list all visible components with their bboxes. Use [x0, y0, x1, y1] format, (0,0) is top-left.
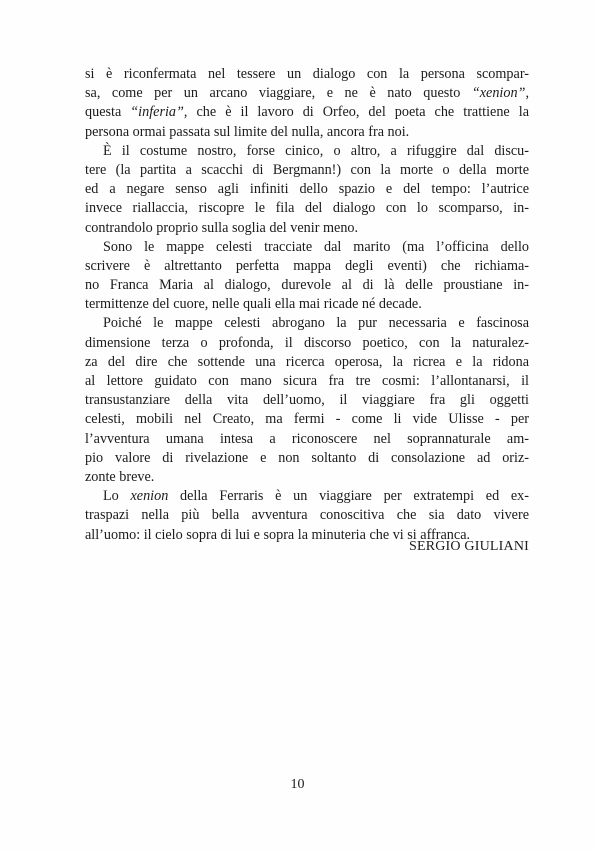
text-segment: questa [85, 104, 131, 121]
text-line [85, 84, 529, 103]
text-segment: traspazi nella più bella avventura conoscitiva che sia dato vivere [85, 507, 529, 524]
text-segment: della Ferraris è un viaggiare per extratempi ed ex- [168, 488, 529, 505]
text-line [85, 314, 529, 333]
text-line [85, 180, 529, 199]
text-line [85, 353, 529, 372]
text-segment: Sono le mappe celesti tracciate dal marito (ma l’officina dello [103, 238, 529, 255]
text-line [85, 430, 529, 449]
text-segment: al lettore guidato con mano sicura fra tre cosmi: l’allontanarsi, il [85, 373, 529, 389]
page-number: 10 [290, 777, 305, 792]
text-line [85, 199, 529, 218]
text-line [85, 161, 529, 180]
text-segment: transustanziare della vita dell’uomo, il viaggiare fra gli oggetti [85, 392, 529, 409]
text-segment: Lo [103, 488, 131, 505]
text-line [85, 372, 529, 391]
text-line [85, 103, 529, 122]
text-line [85, 410, 529, 429]
text-segment: sa, come per un arcano viaggiare, e ne è nato questo [85, 85, 472, 102]
italic-text: xenion [130, 488, 169, 505]
text-segment: Poiché le mappe celesti abrogano la pur necessaria e fascinosa [103, 315, 529, 332]
text-segment: termittenze del cuore, nelle quali ella mai ricade né decade. [85, 296, 422, 313]
text-segment: za del dire che sottende una ricerca operosa, la ricrea e la ridona [85, 353, 529, 370]
text-line [85, 123, 529, 142]
text-segment: all’uomo: il cielo sopra di lui e sopra la minuteria che vi si affranca. [85, 526, 471, 543]
text-line [85, 334, 529, 353]
text-segment: zonte breve. [85, 468, 155, 485]
text-segment: persona ormai passata sul limite del nulla, ancora fra noi. [85, 123, 410, 140]
text-line [85, 65, 529, 84]
text-segment: , [525, 85, 529, 102]
paragraph [85, 142, 529, 238]
text-line [85, 238, 529, 257]
text-segment: contrandolo proprio sulla soglia del venir meno. [85, 219, 359, 236]
text-line [85, 219, 529, 238]
body-text [85, 65, 529, 545]
text-segment: pio valore di rivelazione e non soltanto di consolazione ad oriz- [85, 449, 529, 466]
text-segment: , che è il lavoro di Orfeo, del poeta che trattiene la [183, 104, 529, 121]
paragraph [85, 65, 529, 142]
text-line [85, 295, 529, 314]
text-line [85, 142, 529, 161]
text-line [85, 391, 529, 410]
paragraph [85, 314, 529, 487]
text-segment: scrivere è altrettanto perfetta mappa degli eventi) che richiama- [85, 257, 529, 274]
text-segment: È il costume nostro, forse cinico, o altro, a rifuggire dal discu- [103, 142, 529, 159]
italic-text: “inferia” [130, 104, 184, 121]
text-segment: invece riallaccia, riscopre le fila del dialogo con lo scomparso, in- [85, 200, 529, 217]
text-line [85, 257, 529, 276]
paragraph [85, 487, 529, 545]
text-line [85, 506, 529, 525]
text-segment: celesti, mobili nel Creato, ma fermi - come li vide Ulisse - per [85, 411, 529, 428]
text-segment: dimensione terza o profonda, il discorso poetico, con la naturalez- [85, 334, 529, 351]
text-segment: si è riconfermata nel tessere un dialogo con la persona scompar- [85, 66, 529, 82]
text-segment: l’avventura umana intesa a riconoscere nel soprannaturale am- [85, 430, 529, 447]
paragraph [85, 238, 529, 315]
text-segment: ed a negare senso agli infiniti dello spazio e del tempo: l’autrice [85, 181, 529, 198]
text-line [85, 276, 529, 295]
italic-text: “xenion” [471, 85, 526, 102]
text-segment: tere (la partita a scacchi di Bergmann!) con la morte o della morte [85, 161, 529, 178]
text-line [85, 468, 529, 487]
text-line [85, 449, 529, 468]
text-line [85, 487, 529, 506]
text-segment: no Franca Maria al dialogo, durevole al di là delle proustiane in- [85, 277, 529, 294]
author-signature: SERGIO GIULIANI [408, 539, 529, 554]
